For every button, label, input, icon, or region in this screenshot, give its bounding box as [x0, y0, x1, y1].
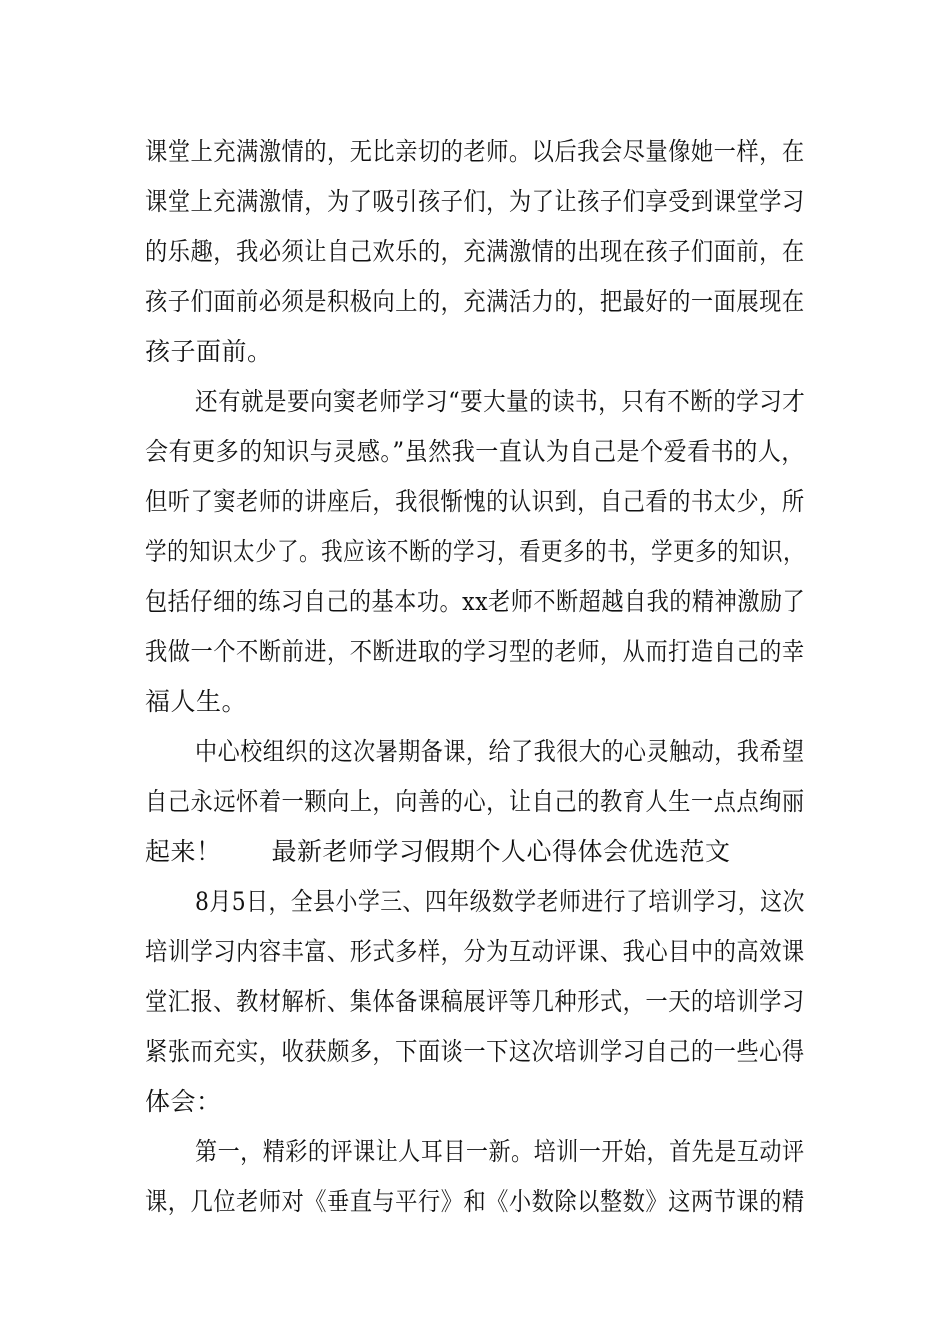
text-line: 课堂上充满激情，为了吸引孩子们，为了让孩子们享受到课堂学习 — [145, 187, 805, 216]
text-line-with-heading — [145, 837, 731, 867]
article-heading: 最新老师学习假期个人心得体会优选范文 — [271, 837, 731, 866]
text-line: 孩子们面前必须是积极向上的，充满活力的，把最好的一面展现在 — [145, 287, 805, 316]
text-line: 我做一个不断前进，不断进取的学习型的老师，从而打造自己的幸 — [145, 637, 805, 666]
text-line: 第一，精彩的评课让人耳目一新。培训一开始，首先是互动评 — [195, 1137, 805, 1166]
text-line: 学的知识太少了。我应该不断的学习，看更多的书，学更多的知识， — [145, 537, 805, 566]
text-line: 体会： — [145, 1087, 222, 1116]
text-line: 起来！ — [145, 837, 222, 866]
text-line: 培训学习内容丰富、形式多样，分为互动评课、我心目中的高效课 — [145, 937, 805, 966]
text-line: 课堂上充满激情的，无比亲切的老师。以后我会尽量像她一样，在 — [145, 137, 805, 166]
text-line: 8月5日，全县小学三、四年级数学老师进行了培训学习，这次 — [195, 887, 805, 916]
text-line: 紧张而充实，收获颇多，下面谈一下这次培训学习自己的一些心得 — [145, 1037, 805, 1066]
text-line: 课，几位老师对《垂直与平行》和《小数除以整数》这两节课的精 — [145, 1187, 805, 1216]
text-line: 孩子面前。 — [145, 337, 273, 366]
text-line: 堂汇报、教材解析、集体备课稿展评等几种形式，一天的培训学习 — [145, 987, 805, 1016]
text-line: 福人生。 — [145, 687, 248, 716]
text-line: 会有更多的知识与灵感。”虽然我一直认为自己是个爱看书的人， — [145, 437, 805, 466]
text-line: 但听了窦老师的讲座后，我很惭愧的认识到，自己看的书太少，所 — [145, 487, 805, 516]
text-line: 中心校组织的这次暑期备课，给了我很大的心灵触动，我希望 — [195, 737, 805, 766]
text-line: 还有就是要向窦老师学习“要大量的读书，只有不断的学习才 — [195, 387, 806, 416]
text-line: 包括仔细的练习自己的基本功。xx老师不断超越自我的精神激励了 — [145, 587, 806, 616]
text-line: 的乐趣，我必须让自己欢乐的，充满激情的出现在孩子们面前，在 — [145, 237, 805, 266]
text-line: 自己永远怀着一颗向上，向善的心，让自己的教育人生一点点绚丽 — [145, 787, 805, 816]
